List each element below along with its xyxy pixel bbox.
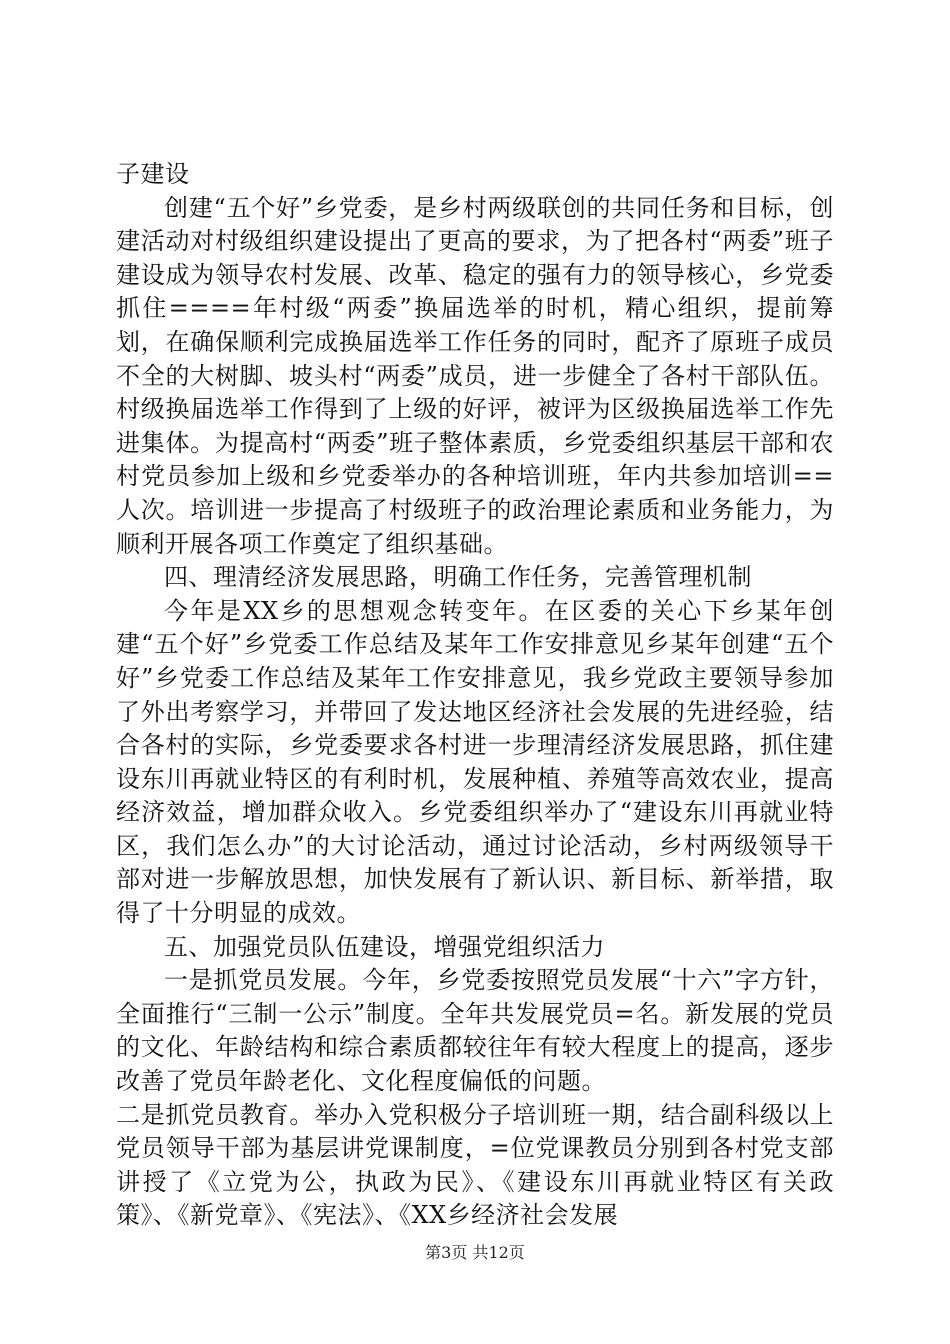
- section-heading-five: 五、加强党员队伍建设，增强党组织活力: [164, 932, 605, 961]
- paragraph-body: 创建“五个好”乡党委，是乡村两级联创的共同任务和目标，创建活动对村级组织建设提出了更高的要求，为了把各村“两委”班子建设成为领导农村发展、改革、稳定的强有力的领导核心，乡党委抓住====年村级“两委”换届选举的时机，精心组织，提前筹划，在确保顺利完成换届选举工作任务的同时，配齐了原班子成员不全的大树脚、坡头村“两委”成员，进一步健全了各村干部队伍。村级换届选举工作得到了上级的好评，被评为区级换届选举工作先进集体。为提高村“两委”班子整体素质，乡党委组织基层干部和农村党员参加上级和乡党委举办的各种培训班，年内共参加培训==人次。培训进一步提高了村级班子的政治理论素质和业务能力，为顺利开展各项工作奠定了组织基础。: [116, 193, 834, 558]
- paragraph-body: 今年是XX乡的思想观念转变年。在区委的关心下乡某年创建“五个好”乡党委工作总结及某年工作安排意见乡某年创建“五个好”乡党委工作总结及某年工作安排意见，我乡党政主要领导参加了外出考察学习，并带回了发达地区经济社会发展的先进经验，结合各村的实际，乡党委要求各村进一步理清经济发展思路，抓住建设东川再就业特区的有利时机，发展种植、养殖等高效农业，提高经济效益，增加群众收入。乡党委组织举办了“建设东川再就业特区，我们怎么办”的大讨论活动，通过讨论活动，乡村两级领导干部对进一步解放思想，加快发展有了新认识、新目标、新举措，取得了十分明显的成效。: [116, 596, 834, 928]
- paragraph-body: 二是抓党员教育。举办入党积极分子培训班一期，结合副科级以上党员领导干部为基层讲党课制度，=位党课教员分别到各村党支部讲授了《立党为公，执政为民》、《建设东川再就业特区有关政策》、《新党章》、《宪法》、《XX乡经济社会发展: [116, 1100, 834, 1230]
- body-text: [116, 158, 834, 1233]
- paragraph-body: 一是抓党员发展。今年，乡党委按照党员发展“十六”字方针，全面推行“三制一公示”制度。全年共发展党员=名。新发展的党员的文化、年龄结构和综合素质都较往年有较大程度上的提高，逐步改善了党员年龄老化、文化程度偏低的问题。: [116, 966, 834, 1096]
- section-heading-four: 四、理清经济发展思路，明确工作任务，完善管理机制: [164, 563, 752, 592]
- paragraph-heading-fragment: 子建设: [116, 160, 190, 188]
- page-number-footer: 第3页 共12页: [425, 1243, 525, 1262]
